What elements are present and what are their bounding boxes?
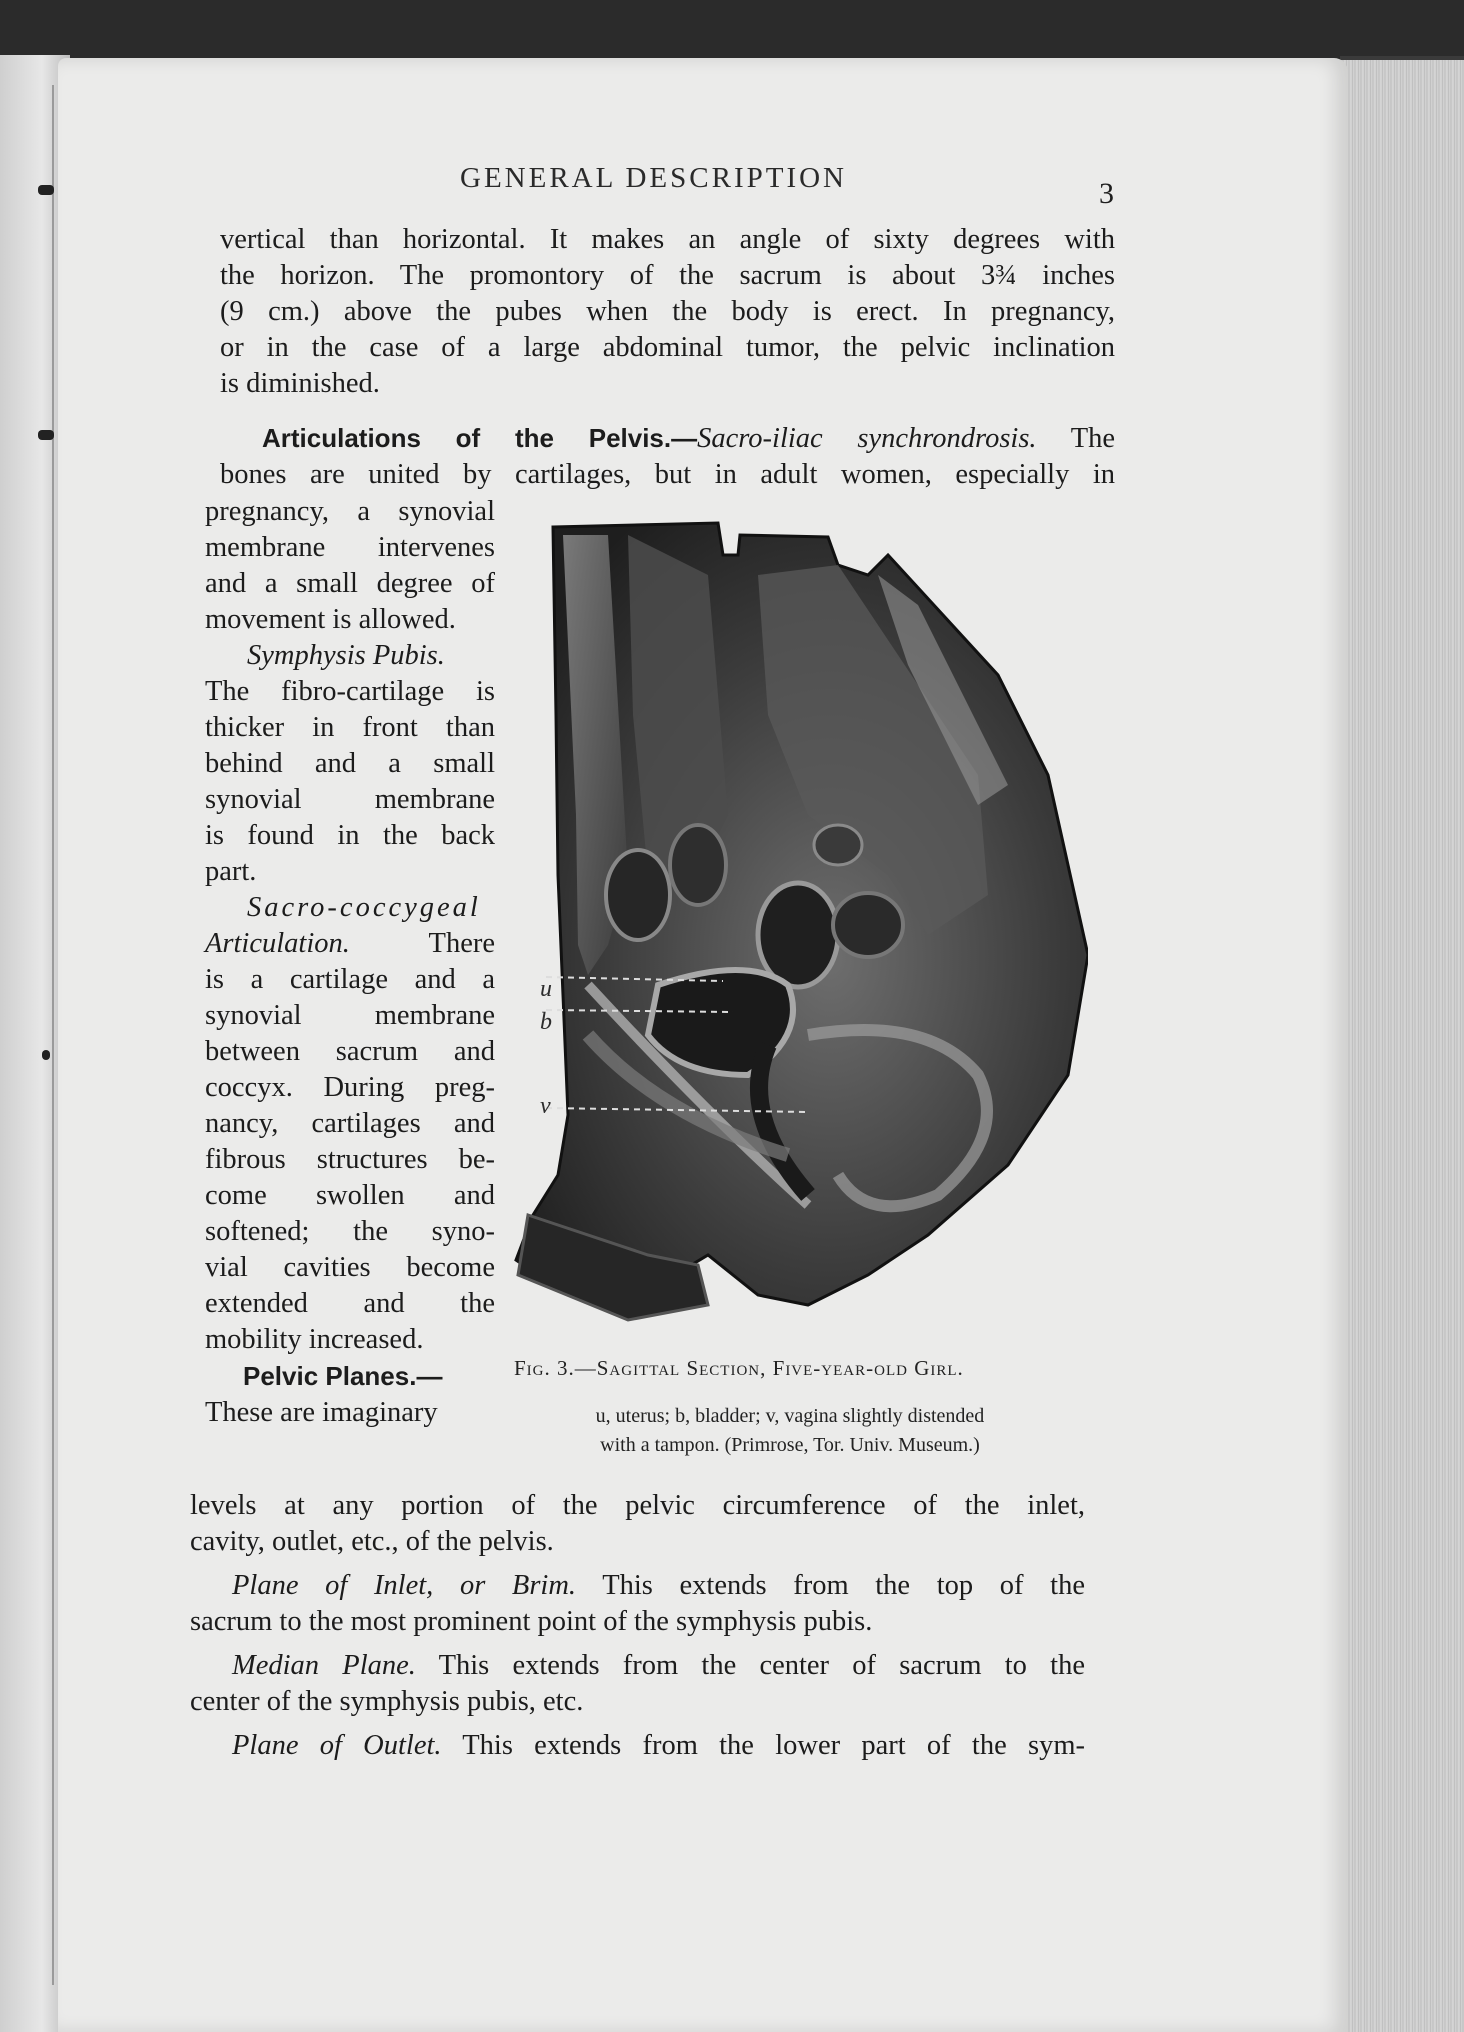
text-line: and a small degree of bbox=[205, 568, 495, 599]
text-line: cavity, outlet, etc., of the pelvis. bbox=[190, 1526, 554, 1557]
text-line: softened; the syno- bbox=[205, 1216, 495, 1247]
figure-caption-body bbox=[490, 1402, 1090, 1460]
text-line: behind and a small bbox=[205, 748, 495, 779]
text-line: (9 cm.) above the pubes when the body is erect. In pregnancy, bbox=[220, 296, 1115, 327]
running-head: GENERAL DESCRIPTION bbox=[460, 162, 848, 194]
text-line: bones are united by cartilages, but in adult women, especially in bbox=[220, 459, 1115, 490]
text-line: These are imaginary bbox=[205, 1397, 438, 1428]
text-line: mobility increased. bbox=[205, 1324, 424, 1355]
text-line: is found in the back bbox=[205, 820, 495, 851]
text-line bbox=[220, 420, 1115, 457]
facing-page-margin-line bbox=[52, 85, 54, 1985]
text-line: movement is allowed. bbox=[205, 604, 456, 635]
label-uterus: u bbox=[540, 976, 552, 1002]
text-line: or in the case of a large abdominal tumor, the pelvic inclination bbox=[220, 332, 1115, 363]
text-line: synovial membrane bbox=[205, 784, 495, 815]
text-line: Articulation. There bbox=[205, 928, 495, 959]
section-heading-pelvic-planes: Pelvic Planes.— bbox=[243, 1361, 443, 1391]
text-line: sacrum to the most prominent point of the symphysis pubis. bbox=[190, 1606, 873, 1637]
text-line: part. bbox=[205, 856, 257, 887]
binding-mark bbox=[38, 430, 54, 440]
page-edges bbox=[1335, 60, 1464, 2032]
italic-term: Sacro-iliac synchrondrosis. bbox=[697, 423, 1037, 454]
text-fragment: The bbox=[1036, 423, 1115, 454]
binding-mark bbox=[38, 185, 54, 195]
text-line: extended and the bbox=[205, 1288, 495, 1319]
caption-line: u, uterus; b, bladder; v, vagina slightly distended bbox=[595, 1405, 985, 1427]
text-line: The fibro-cartilage is bbox=[205, 676, 495, 707]
text-line: synovial membrane bbox=[205, 1000, 495, 1031]
text-line: vertical than horizontal. It makes an angle of sixty degrees with bbox=[220, 224, 1115, 255]
text-line: come swollen and bbox=[205, 1180, 495, 1211]
text-line: thicker in front than bbox=[205, 712, 495, 743]
text-line: vial cavities become bbox=[205, 1252, 495, 1283]
text-line: coccyx. During preg- bbox=[205, 1072, 495, 1103]
italic-term: Median Plane. bbox=[232, 1650, 416, 1681]
section-heading: Articulations of the Pelvis.— bbox=[262, 423, 698, 453]
label-vagina: v bbox=[540, 1093, 551, 1119]
text-line: nancy, cartilages and bbox=[205, 1108, 495, 1139]
subheading-sacrococcygeal: Sacro-coccygeal bbox=[247, 892, 481, 923]
narrow-column bbox=[205, 494, 495, 1431]
italic-term: Plane of Outlet. bbox=[232, 1730, 442, 1761]
text-line: Plane of Inlet, or Brim. This extends from the top of the bbox=[232, 1570, 1086, 1601]
text-line: between sacrum and bbox=[205, 1036, 495, 1067]
paragraph-articulations bbox=[220, 420, 1115, 493]
paragraph-inclination bbox=[220, 222, 1115, 402]
text-line: pregnancy, a synovial bbox=[205, 496, 495, 527]
text-line: the horizon. The promontory of the sacrum is about 3¾ inches bbox=[220, 260, 1115, 291]
italic-term: Plane of Inlet, or Brim. bbox=[232, 1570, 577, 1601]
text-line: center of the symphysis pubis, etc. bbox=[190, 1686, 584, 1717]
subheading-symphysis: Symphysis Pubis. bbox=[247, 640, 445, 671]
specimen-photo bbox=[508, 515, 1088, 1345]
caption-line: with a tampon. (Primrose, Tor. Univ. Museum.) bbox=[600, 1434, 980, 1456]
text-line: is diminished. bbox=[220, 368, 380, 399]
text-line: membrane intervenes bbox=[205, 532, 495, 563]
paragraph-pelvic-planes bbox=[190, 1488, 1085, 1764]
text-line: fibrous structures be- bbox=[205, 1144, 495, 1175]
sagittal-section-figure bbox=[508, 515, 1088, 1345]
text-line: is a cartilage and a bbox=[205, 964, 495, 995]
text-line: Median Plane. This extends from the center of sacrum to the bbox=[232, 1650, 1085, 1681]
text-line: levels at any portion of the pelvic circumference of the inlet, bbox=[190, 1490, 1085, 1521]
figure-caption-title: Fig. 3.—Sagittal Section, Five-year-old Girl. bbox=[514, 1356, 964, 1380]
label-bladder: b bbox=[540, 1009, 552, 1035]
text-line: Plane of Outlet. This extends from the lower part of the sym- bbox=[232, 1730, 1085, 1761]
binding-mark bbox=[42, 1050, 50, 1060]
page-number: 3 bbox=[1099, 177, 1114, 210]
